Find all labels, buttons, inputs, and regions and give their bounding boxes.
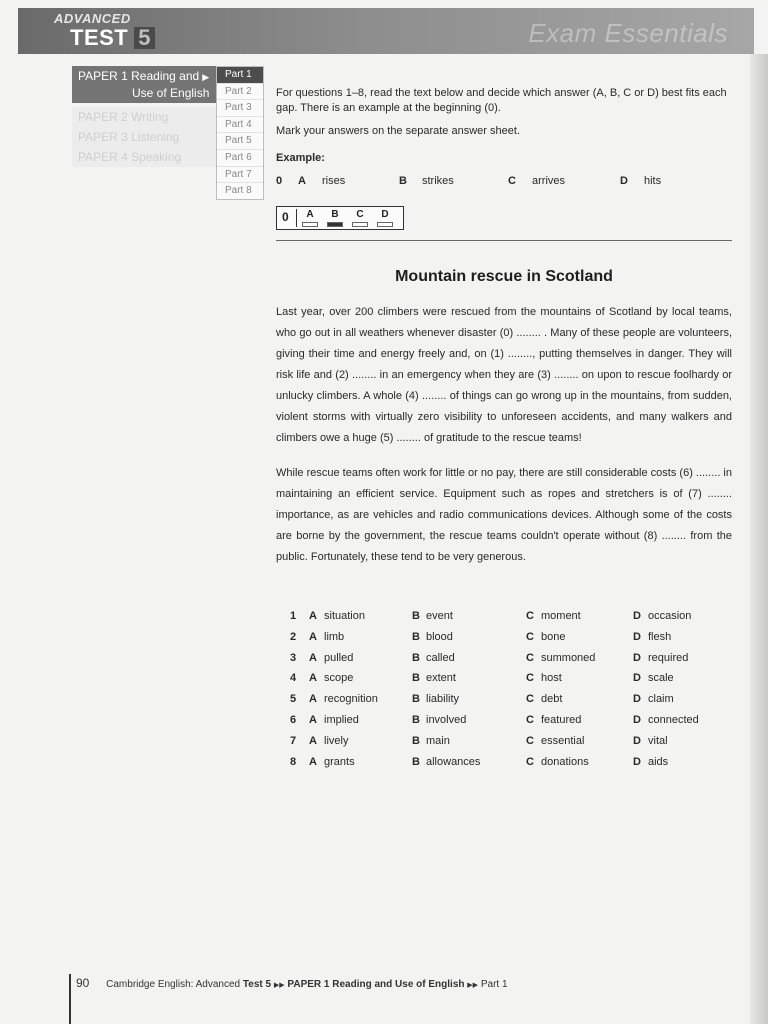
paper-2-nav-item[interactable]: PAPER 2 Writing bbox=[72, 107, 218, 127]
answer-box-divider bbox=[296, 209, 297, 227]
question-row bbox=[290, 608, 730, 629]
question-row bbox=[290, 670, 730, 691]
option-d: scale bbox=[648, 672, 674, 685]
answer-letter-d: D bbox=[381, 209, 389, 220]
option-b: event bbox=[426, 610, 453, 622]
option-letter-a: A bbox=[309, 734, 317, 747]
paper-1-label: PAPER 1 Reading and bbox=[78, 69, 200, 83]
paper-3-nav-item[interactable]: PAPER 3 Listening bbox=[72, 127, 218, 147]
text-title: Mountain rescue in Scotland bbox=[395, 268, 613, 285]
level-label: ADVANCED bbox=[54, 11, 131, 26]
answer-box-number: 0 bbox=[282, 210, 289, 224]
option-letter-b: B bbox=[412, 672, 420, 685]
option-letter-c: C bbox=[526, 734, 534, 747]
question-number: 3 bbox=[290, 651, 297, 664]
answer-bubble-d bbox=[377, 222, 393, 227]
option-b: involved bbox=[426, 713, 467, 726]
answer-letter-b: B bbox=[331, 209, 339, 220]
option-letter: B bbox=[399, 175, 407, 187]
book-title: Cambridge English: Advanced bbox=[106, 979, 241, 990]
answer-bubble-c bbox=[352, 222, 368, 227]
option-c: summoned bbox=[541, 651, 596, 664]
series-brand: Exam Essentials bbox=[528, 18, 728, 48]
example-row bbox=[276, 174, 732, 190]
option-b: liability bbox=[426, 693, 460, 706]
option-letter-b: B bbox=[412, 713, 420, 726]
option-b: called bbox=[426, 651, 455, 664]
option-c: bone bbox=[541, 630, 566, 643]
option-letter-b: B bbox=[412, 755, 420, 768]
option-letter-d: D bbox=[633, 610, 641, 622]
question-row bbox=[290, 691, 730, 712]
part-6-tab[interactable]: Part 6 bbox=[217, 149, 263, 166]
question-number: 1 bbox=[290, 610, 297, 622]
answer-letter-c: C bbox=[356, 209, 364, 220]
option-letter-a: A bbox=[309, 755, 317, 768]
question-number: 4 bbox=[290, 672, 297, 685]
option-d: connected bbox=[648, 713, 699, 726]
option-letter-a: A bbox=[309, 610, 317, 622]
part-nav bbox=[216, 66, 264, 200]
instructions bbox=[276, 86, 732, 190]
option-word: arrives bbox=[532, 175, 566, 187]
page-number: 90 bbox=[76, 976, 90, 990]
answer-options-list bbox=[290, 608, 730, 774]
option-c: debt bbox=[541, 693, 563, 706]
option-word: hits bbox=[644, 175, 662, 187]
option-c: moment bbox=[541, 610, 581, 622]
option-b: main bbox=[426, 734, 450, 747]
example-answer-box bbox=[276, 206, 404, 230]
footer-paper: PAPER 1 bbox=[287, 979, 330, 990]
option-d: vital bbox=[648, 734, 668, 747]
option-a: limb bbox=[324, 630, 345, 643]
option-word: strikes bbox=[422, 175, 454, 187]
option-a: grants bbox=[324, 755, 355, 768]
question-number: 2 bbox=[290, 630, 297, 643]
option-letter-a: A bbox=[309, 672, 317, 685]
option-letter-c: C bbox=[526, 610, 534, 622]
double-arrow-icon: ▶▶ bbox=[467, 982, 479, 989]
part-1-tab[interactable]: Part 1 bbox=[217, 67, 263, 83]
option-letter: A bbox=[298, 175, 306, 187]
double-arrow-icon: ▶▶ bbox=[273, 982, 285, 989]
footer-test: Test 5 bbox=[242, 979, 272, 990]
test-word: TEST bbox=[70, 25, 129, 50]
footer-rule bbox=[69, 974, 71, 1024]
part-7-tab[interactable]: Part 7 bbox=[217, 166, 263, 183]
footer-part: Part 1 bbox=[480, 979, 508, 990]
instruction-text: For questions 1–8, read the text below and decide which answer (A, B, C or D) best fits each gap. There is an example at the beginning (0). bbox=[276, 87, 727, 114]
option-letter-d: D bbox=[633, 651, 641, 664]
question-row bbox=[290, 754, 730, 775]
option-a: situation bbox=[324, 610, 365, 622]
question-number: 8 bbox=[290, 755, 297, 768]
option-letter-b: B bbox=[412, 610, 420, 622]
footer-paper-name: Reading and Use of English bbox=[332, 979, 465, 990]
example-label: Example: bbox=[276, 152, 325, 164]
paragraph: While rescue teams often work for little or no pay, there are still considerable costs (6) ........ in maintaining an efficient service. Equipment such as ropes and stretchers is of (7) ........ importance, as are vehicles and radio communications devices. Although some of the costs are borne by the government, the rescue teams couldn't operate without (8) ........ from the public. Fortunately, these tend to be very generous. bbox=[276, 467, 732, 563]
option-d: flesh bbox=[648, 630, 672, 643]
option-letter-d: D bbox=[633, 734, 641, 747]
option-d: aids bbox=[648, 755, 669, 768]
option-letter-d: D bbox=[633, 693, 641, 706]
option-letter-a: A bbox=[309, 713, 317, 726]
page-edge-shadow bbox=[750, 54, 768, 1024]
paper-4-nav-item[interactable]: PAPER 4 Speaking bbox=[72, 147, 218, 167]
option-letter-c: C bbox=[526, 630, 534, 643]
test-label bbox=[70, 25, 155, 51]
question-row bbox=[290, 629, 730, 650]
option-a: scope bbox=[324, 672, 354, 685]
option-a: pulled bbox=[324, 651, 354, 664]
answer-bubble-a bbox=[302, 222, 318, 227]
paper-nav bbox=[72, 66, 218, 167]
option-d: required bbox=[648, 651, 689, 664]
part-5-tab[interactable]: Part 5 bbox=[217, 132, 263, 149]
option-letter-c: C bbox=[526, 755, 534, 768]
page-footer bbox=[76, 976, 508, 990]
paper-1-nav-item[interactable] bbox=[72, 66, 218, 103]
option-letter-d: D bbox=[633, 672, 641, 685]
answer-bubble-b-selected bbox=[327, 222, 343, 227]
option-letter: C bbox=[508, 175, 516, 187]
option-letter-c: C bbox=[526, 713, 534, 726]
part-4-tab[interactable]: Part 4 bbox=[217, 116, 263, 133]
question-row bbox=[290, 650, 730, 671]
option-letter-b: B bbox=[412, 734, 420, 747]
option-c: featured bbox=[541, 713, 582, 726]
option-a: lively bbox=[324, 734, 349, 747]
test-number: 5 bbox=[134, 27, 155, 49]
option-letter: D bbox=[620, 175, 628, 187]
question-row bbox=[290, 733, 730, 754]
option-a: recognition bbox=[324, 693, 378, 706]
question-number: 7 bbox=[290, 734, 297, 747]
option-d: occasion bbox=[648, 610, 692, 622]
option-letter-b: B bbox=[412, 693, 420, 706]
option-b: blood bbox=[426, 630, 453, 643]
option-c: host bbox=[541, 672, 562, 685]
option-b: allowances bbox=[426, 755, 481, 768]
option-letter-c: C bbox=[526, 693, 534, 706]
divider bbox=[276, 240, 732, 241]
option-letter-d: D bbox=[633, 630, 641, 643]
page-header bbox=[18, 8, 754, 54]
answer-letter-a: A bbox=[306, 209, 314, 220]
option-letter-a: A bbox=[309, 651, 317, 664]
part-8-tab[interactable]: Part 8 bbox=[217, 182, 263, 199]
option-letter-d: D bbox=[633, 755, 641, 768]
option-letter-c: C bbox=[526, 672, 534, 685]
paper-1-label-line2: Use of English bbox=[132, 86, 210, 100]
option-letter-a: A bbox=[309, 630, 317, 643]
option-letter-b: B bbox=[412, 630, 420, 643]
arrow-right-icon: ▶ bbox=[202, 72, 210, 82]
option-c: essential bbox=[541, 734, 585, 747]
part-2-tab[interactable]: Part 2 bbox=[217, 83, 263, 100]
option-a: implied bbox=[324, 713, 359, 726]
option-letter-c: C bbox=[526, 651, 534, 664]
answer-sheet-instruction: Mark your answers on the separate answer sheet. bbox=[276, 125, 520, 137]
option-d: claim bbox=[648, 693, 674, 706]
question-row bbox=[290, 712, 730, 733]
option-word: rises bbox=[322, 175, 346, 187]
option-b: extent bbox=[426, 672, 456, 685]
option-letter-d: D bbox=[633, 713, 641, 726]
option-c: donations bbox=[541, 755, 589, 768]
example-number: 0 bbox=[276, 175, 283, 187]
paragraph: Last year, over 200 climbers were rescued from the mountains of Scotland by local teams, who go out in all weathers whenever disaster (0) ........ . Many of these people are volunteers, giving their time and energy freely and, on (1) ........, putting themselves in danger. They will risk life and (2) ........ in an emergency when they are (3) ........ on upon to rescue foolhardy or unlucky climbers. A whole (4) ........ of things can go wrong up in the mountains, from sudden, violent storms with virtually zero visibility to unforeseen accidents, and many walkers and climbers owe a huge (5) ........ of gratitude to the rescue teams! bbox=[276, 306, 732, 444]
question-number: 5 bbox=[290, 693, 297, 706]
option-letter-a: A bbox=[309, 693, 317, 706]
part-3-tab[interactable]: Part 3 bbox=[217, 99, 263, 116]
reading-passage bbox=[276, 302, 732, 582]
question-number: 6 bbox=[290, 713, 297, 726]
option-letter-b: B bbox=[412, 651, 420, 664]
